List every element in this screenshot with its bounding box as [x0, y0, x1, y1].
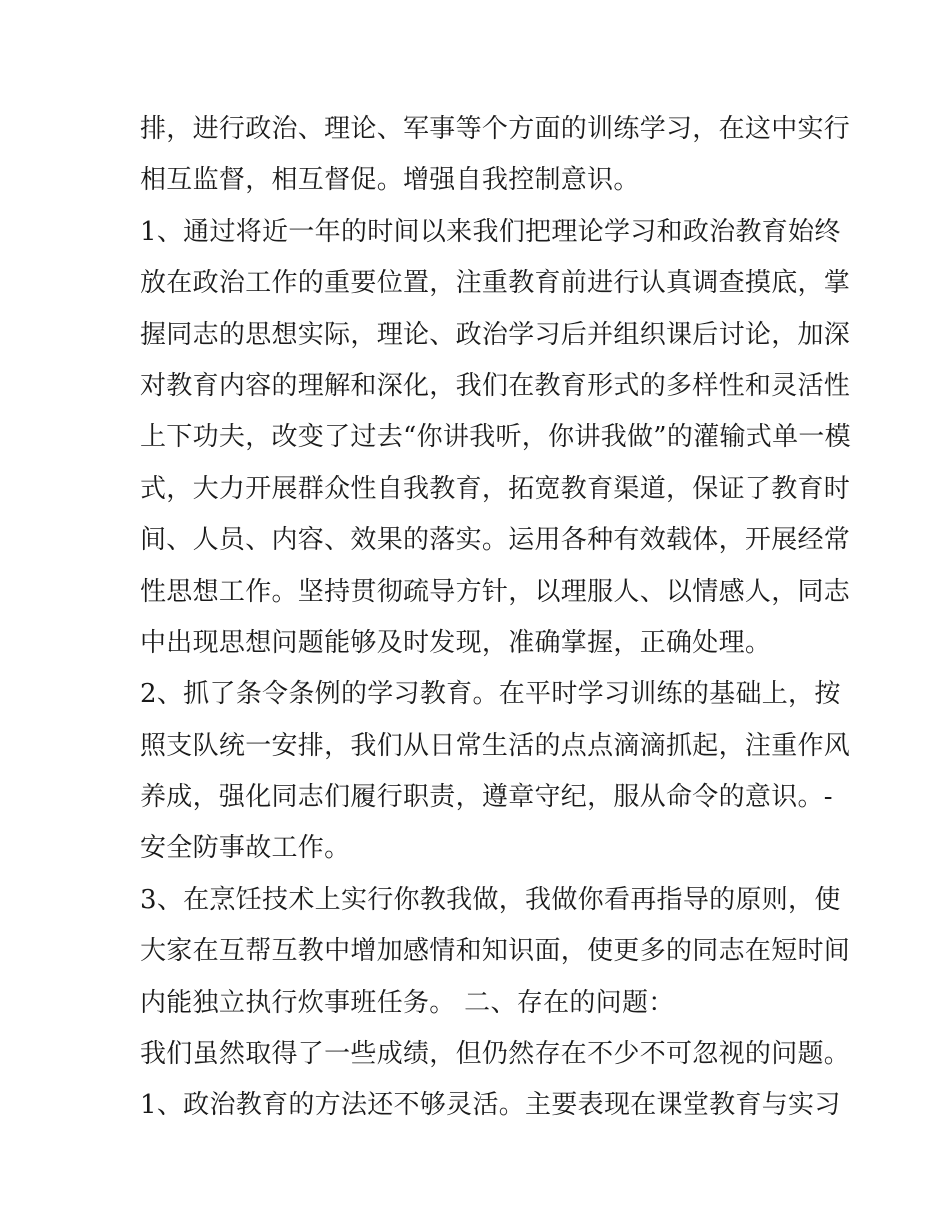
text-line: 大家在互帮互教中增加感情和知识面，使更多的同志在短时间: [140, 936, 851, 967]
text-line: 对教育内容的理解和深化，我们在教育形式的多样性和灵活性: [140, 370, 851, 401]
text-line: 1、通过将近一年的时间以来我们把理论学习和政治教育始终: [140, 216, 841, 247]
text-line: 中出现思想问题能够及时发现，准确掌握，正确处理。: [140, 627, 772, 658]
text-line: 握同志的思想实际，理论、政治学习后并组织课后讨论，加深: [140, 319, 851, 350]
text-line: 相互监督，相互督促。增强自我控制意识。: [140, 165, 640, 196]
text-line: 内能独立执行炊事班任务。 二、存在的问题：: [140, 987, 675, 1018]
text-line: 排，进行政治、理论、军事等个方面的训练学习，在这中实行: [140, 114, 851, 144]
text-line: 养成，强化同志们履行职责，遵章守纪，服从命令的意识。-: [140, 782, 833, 813]
document-body: [140, 104, 851, 1132]
text-line: 性思想工作。坚持贯彻疏导方针，以理服人、以情感人，同志: [140, 576, 851, 607]
text-line: 3、在烹饪技术上实行你教我做，我做你看再指导的原则，使: [140, 884, 841, 915]
text-line: 照支队统一安排，我们从日常生活的点点滴滴抓起，注重作风: [140, 730, 851, 761]
text-line: 式，大力开展群众性自我教育，拓宽教育渠道，保证了教育时: [140, 473, 851, 504]
text-line: 我们虽然取得了一些成绩，但仍然存在不少不可忽视的问题。: [140, 1039, 851, 1070]
text-line: 间、人员、内容、效果的落实。运用各种有效载体，开展经常: [140, 525, 851, 556]
text-line: 安全防事故工作。: [140, 833, 351, 864]
text-line: 放在政治工作的重要位置，注重教育前进行认真调查摸底，掌: [140, 268, 851, 299]
text-line: 上下功夫，改变了过去“你讲我听，你讲我做”的灌输式单一模: [140, 422, 851, 453]
text-line: 2、抓了条令条例的学习教育。在平时学习训练的基础上，按: [140, 679, 841, 710]
text-line: 1、政治教育的方法还不够灵活。主要表现在课堂教育与实习: [140, 1090, 841, 1121]
